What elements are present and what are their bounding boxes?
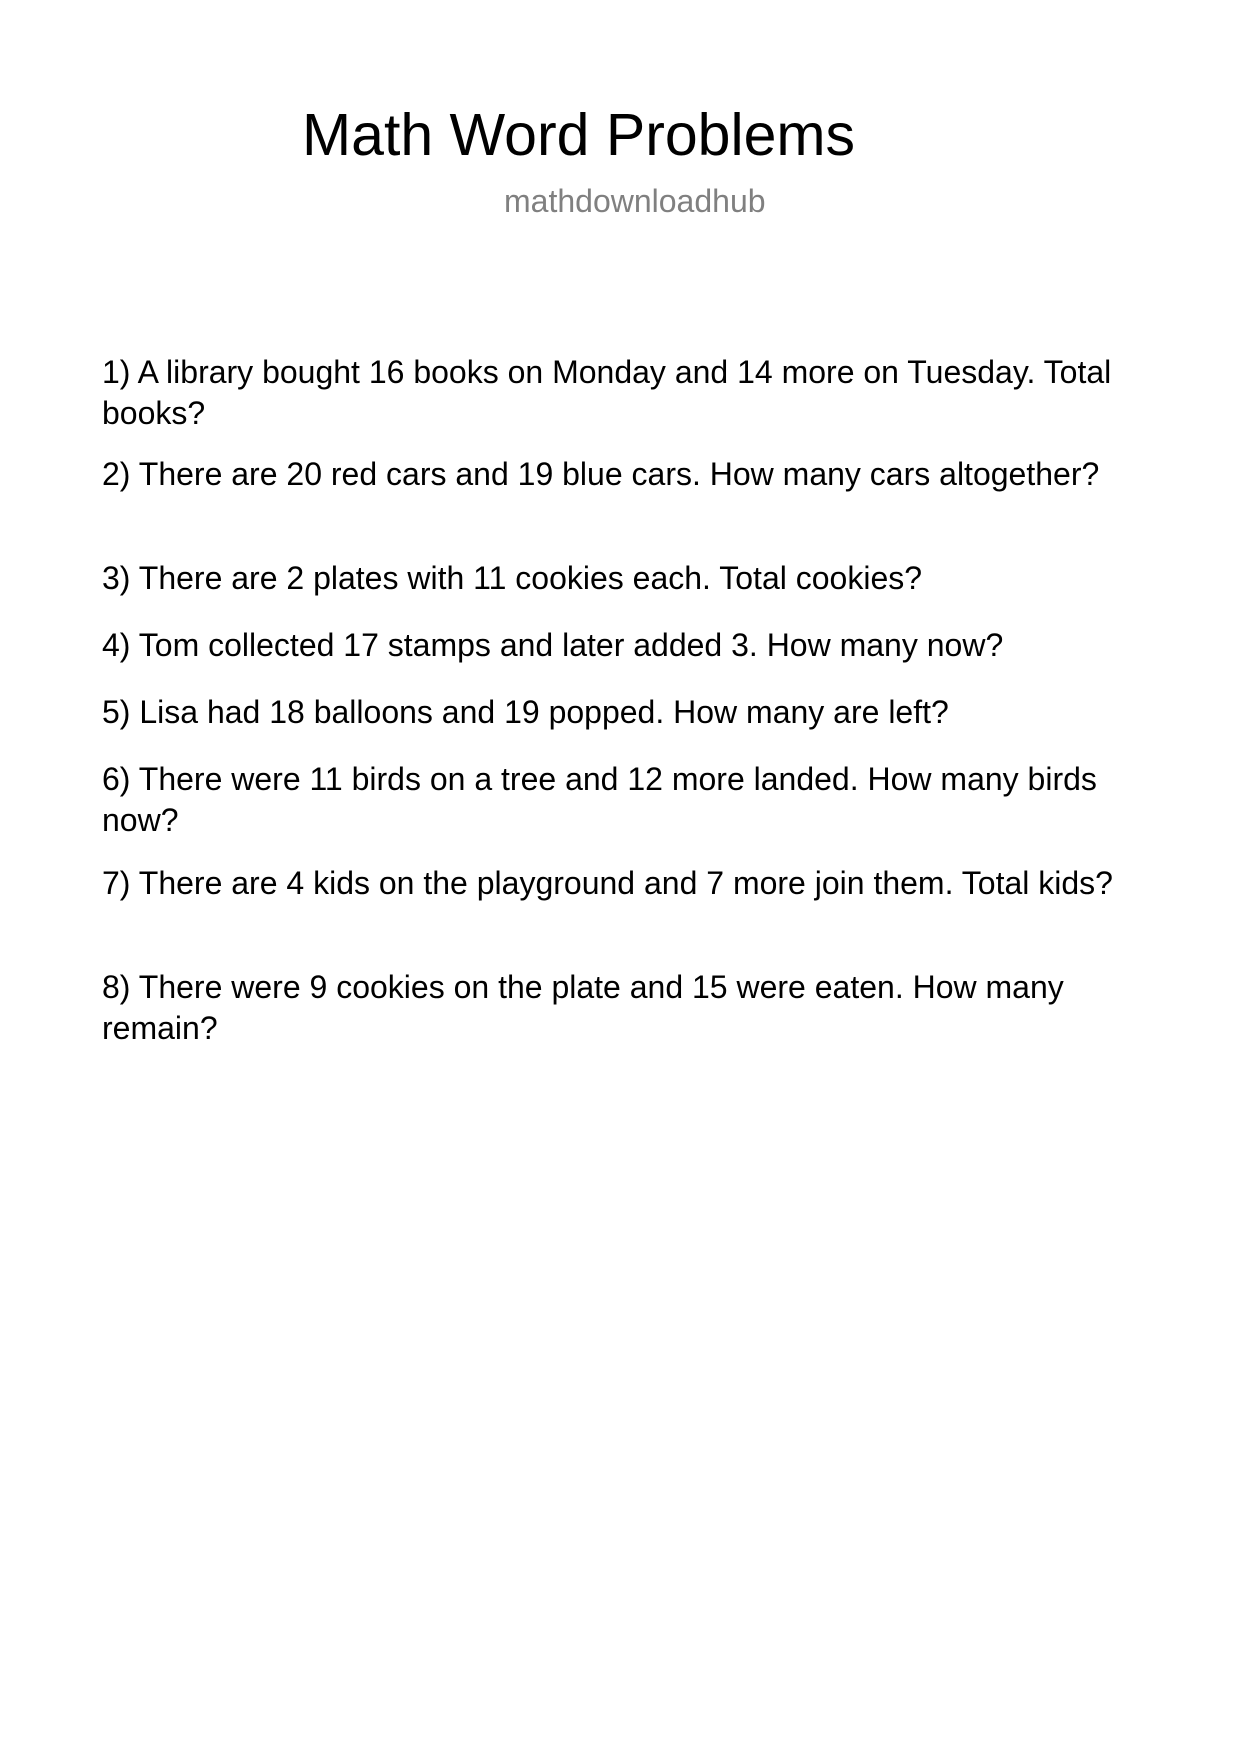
problem-item: 7) There are 4 kids on the playground and 7 more join them. Total kids?: [102, 865, 1113, 901]
page-title: Math Word Problems: [302, 102, 856, 168]
problem-item: 5) Lisa had 18 balloons and 19 popped. How many are left?: [102, 694, 949, 730]
page-subtitle: mathdownloadhub: [504, 183, 766, 219]
problem-item: 2) There are 20 red cars and 19 blue cars. How many cars altogether?: [102, 456, 1100, 492]
problem-item: 6) There were 11 birds on a tree and 12 more landed. How many birds now?: [102, 761, 1097, 838]
problem-item: 4) Tom collected 17 stamps and later added 3. How many now?: [102, 627, 1004, 663]
problem-item: 8) There were 9 cookies on the plate and 15 were eaten. How many remain?: [102, 969, 1064, 1046]
problem-item: 3) There are 2 plates with 11 cookies each. Total cookies?: [102, 560, 923, 596]
problem-item: 1) A library bought 16 books on Monday and 14 more on Tuesday. Total books?: [102, 354, 1112, 431]
